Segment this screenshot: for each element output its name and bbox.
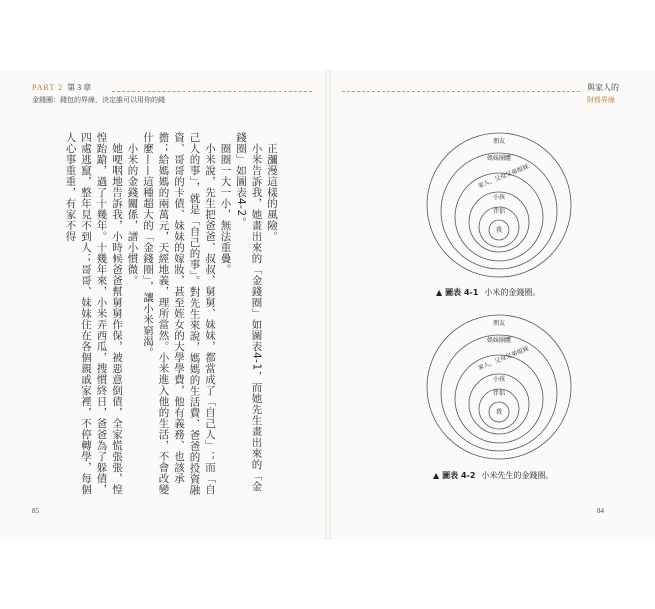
figure-caption xyxy=(433,470,553,481)
ring-label: 朋友 xyxy=(492,138,506,145)
header-rule-right xyxy=(342,91,580,92)
money-circle-diagram xyxy=(424,312,574,462)
ring-4 xyxy=(469,192,529,252)
paragraph: 小米告訴我，她畫出來的「金錢圈」如圖表4-1，而她先生畫出來的「金錢圈」如圖表4-2。 xyxy=(235,132,263,492)
ring-3 xyxy=(455,173,543,261)
ring-label: 家人、父母兄弟姐妹 xyxy=(477,163,530,190)
ring-label: 朋友 xyxy=(492,320,506,327)
figure-caption xyxy=(436,287,540,298)
paragraph: 她哽咽地告訴我，小時候爸爸幫舅舅作保，被惡意倒債，全家慌張張，惶惶跆蹌，過了十幾年。十幾年來，小米弄西瓜，搜慣終日，爸爸為了躲債，四處逃竄，整年見不到人；哥哥、妹妹住在各個親戚家裡，不停轉學，每個人心事重重，有家不得 xyxy=(64,132,123,495)
ring-label: 伴侶 xyxy=(492,208,506,215)
figure-number: 圖表 4-2 xyxy=(442,471,476,480)
paragraph: 圈圈一大一小，無法重疊。 xyxy=(219,142,232,275)
ring-label: 我 xyxy=(495,409,503,416)
part-label: PART 2 xyxy=(32,83,64,92)
money-circle-diagram xyxy=(424,130,574,280)
page-number-left: 85 xyxy=(32,507,39,515)
running-head-left-subtitle: 金錢圈：錢包的界線，決定誰可以用你的錢 xyxy=(32,96,165,104)
chapter-label: 第 3 章 xyxy=(67,83,92,92)
page-number-right: 84 xyxy=(597,507,604,515)
body-text xyxy=(62,132,279,500)
running-head-right-subtitle: 財務界線 xyxy=(587,96,615,104)
ring-4 xyxy=(469,374,529,434)
figure-number: 圖表 4-1 xyxy=(445,288,479,297)
paragraph: 小米的金錢關係，譜小慣微。 xyxy=(126,142,139,286)
ring-label: 小孩 xyxy=(492,376,506,383)
paragraph: 正瀰漫這樣的風險。 xyxy=(266,142,278,242)
figure-title: 小米先生的金錢圈。 xyxy=(481,471,554,480)
ring-3 xyxy=(455,355,543,443)
ring-label: 伴侶 xyxy=(492,390,506,397)
ring-label: 姐妹團體 xyxy=(486,337,512,344)
figure-4-2 xyxy=(424,312,574,462)
ring-label: 小孩 xyxy=(492,194,506,201)
triangle-icon: ▲ xyxy=(433,471,440,480)
figure-4-1 xyxy=(424,130,574,280)
ring-label: 姐妹團體 xyxy=(486,155,512,162)
book-gutter xyxy=(325,70,331,540)
running-head-left xyxy=(32,82,91,93)
header-rule-left xyxy=(112,91,312,92)
ring-label: 我 xyxy=(495,227,503,234)
ring-label: 家人、父母兄弟姐妹 xyxy=(477,345,530,372)
paragraph: 小米說，先生把爸爸、叔叔、舅舅、妹妹，都當成了「自己人」；而「自己人的事」，就是「自己的事」。對先生來說，媽媽的生活費、爸爸的投資融資、哥哥的卡債、妹妹的嫁妝，甚至姪女的大學學費，他有義務、也該承擔；給媽媽的兩萬元，天經地義，理所當然。小米進入他的生活，不會改變什麼——這種超大的「金錢圈」，讓小米窮渴。 xyxy=(142,132,216,496)
running-head-right: 與家人的 xyxy=(587,83,619,92)
triangle-icon: ▲ xyxy=(436,288,443,297)
figure-title: 小米的金錢圈。 xyxy=(484,288,541,297)
